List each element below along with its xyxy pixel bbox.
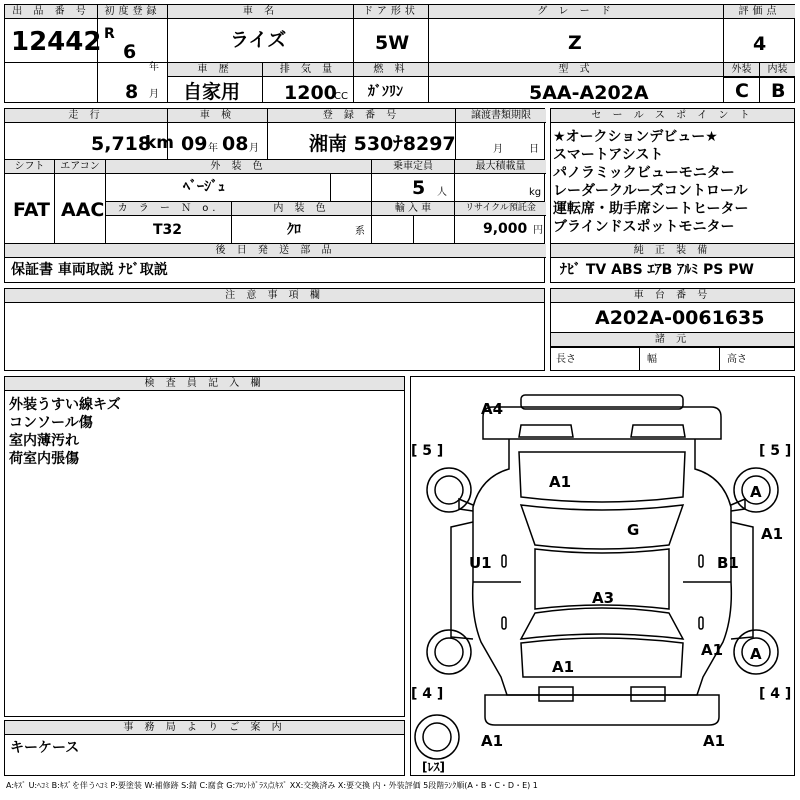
color-no: T32 [153, 222, 183, 238]
cc-unit: CC [334, 91, 348, 102]
car-diagram-svg [411, 377, 794, 775]
history: 自家用 [183, 81, 241, 103]
capacity: 5 [412, 177, 426, 199]
height-label: 高さ [727, 354, 747, 365]
recycle-fee: 9,000 [483, 221, 528, 237]
model: 5AA-A202A [529, 82, 649, 104]
sales-label: セ ー ル ス ポ イ ン ト [551, 109, 794, 123]
chassis-block [550, 288, 795, 371]
km-unit: km [145, 133, 175, 153]
capacity-label: 乗車定員 [372, 160, 454, 174]
shift: FAT [13, 199, 50, 221]
load-label: 最大積載量 [455, 160, 546, 174]
mark-a1-rear-left: A1 [481, 732, 504, 750]
reg-year: 6 [123, 41, 137, 63]
mark-a1-rear-right: A1 [703, 732, 726, 750]
insp-year-unit: 年 [208, 143, 218, 154]
mileage-label: 走 行 [5, 109, 167, 123]
inspector-line: コンソール傷 [9, 415, 93, 431]
front-bumper-shape [483, 407, 721, 439]
interior-label: 内装 [760, 63, 795, 77]
chassis-number: A202A-0061635 [595, 307, 765, 329]
name-label: 車 名 [168, 5, 353, 19]
later-parts-label: 後 日 発 送 部 品 [5, 244, 546, 258]
inspector-notes [9, 396, 121, 468]
grade-label: グ レ ー ド [429, 5, 723, 19]
model-label: 型 式 [429, 63, 723, 77]
shift-label: シフト [5, 160, 54, 174]
sales-point: スマートアシスト [553, 147, 664, 163]
mark-a1-rear-right-panel: A1 [701, 641, 724, 659]
mileage: 5,718 [91, 133, 152, 155]
grade: Z [568, 32, 582, 54]
insp-month-unit: 月 [249, 143, 259, 154]
body-outline-shape [473, 439, 732, 695]
spare-status: [ﾚｽ] [422, 760, 445, 774]
door-type: 5W [375, 32, 410, 54]
width-label: 幅 [647, 354, 657, 365]
era: R [104, 26, 115, 42]
sales-point: パノラミックビューモニター [553, 165, 735, 181]
inspector-line: 室内薄汚れ [9, 433, 79, 449]
interior-grade: B [771, 80, 786, 102]
mark-a-front-wheel: A [750, 483, 762, 501]
mark-u1-left: U1 [469, 554, 492, 572]
mark-b1-right: B1 [717, 554, 739, 572]
exterior-grade: C [735, 80, 749, 102]
plate-label: 登 録 番 号 [268, 109, 455, 123]
transfer-label: 譲渡書類期限 [456, 109, 546, 123]
rear-bumper-shape [485, 695, 719, 725]
wheel-front-left [427, 468, 471, 512]
first-reg-label: 初度登録 [98, 5, 167, 19]
ac-label: エアコン [55, 160, 105, 174]
hood-shape [519, 452, 685, 502]
tire-depth-tr: [ 5 ] [759, 443, 792, 459]
recycle-label: リサイクル預託金 [455, 202, 546, 216]
recycle-unit: 円 [533, 225, 543, 236]
lot-label: 出 品 番 号 [5, 5, 97, 19]
body-color: ﾍﾞｰｼﾞｭ [183, 179, 225, 195]
fuel: ｶﾞｿﾘﾝ [368, 84, 403, 100]
legend: A:ｷｽﾞ U:ﾍｺﾐ B:ｷｽﾞを伴うﾍｺﾐ P:要塗装 W:補修跡 S:錆 C:腐食 G:ﾌﾛﾝﾄｶﾞﾗｽ点ｷｽﾞ XX:交換済み X:要交換 内・外装評価 5段階ﾗﾝｸ順(A・B・C・D・E) 1 [6, 781, 538, 790]
inspector-line: 外装うすい線キズ [9, 397, 121, 413]
office-block [4, 720, 405, 776]
trunk-shape [521, 638, 683, 677]
door-label: ドア形状 [354, 5, 428, 19]
month-unit: 月 [149, 89, 159, 100]
sales-point: 運転席・助手席シートヒーター [553, 201, 749, 217]
score-label: 評価点 [724, 5, 795, 19]
transfer-month-unit: 月 [493, 144, 503, 155]
equipment-label: 純 正 装 備 [551, 244, 794, 258]
inspector-label: 検 査 員 記 入 欄 [5, 377, 404, 391]
spare-wheel [415, 715, 459, 759]
mark-a-rear-wheel: A [750, 645, 762, 663]
year-unit: 年 [149, 62, 159, 73]
sales-block [550, 108, 795, 283]
windshield-shape [521, 505, 683, 549]
sales-point: ブラインドスポットモニター [553, 219, 735, 235]
chassis-label: 車 台 番 号 [551, 289, 794, 303]
mark-a1-hood: A1 [549, 473, 572, 491]
int-color: ｸﾛ [287, 222, 301, 238]
length-label: 長さ [556, 354, 576, 365]
notes-label: 注 意 事 項 欄 [5, 289, 544, 303]
tire-depth-bl: [ 4 ] [411, 686, 444, 702]
equipment: ﾅﾋﾞ TV ABS ｴｱB ｱﾙﾐ PS PW [560, 262, 754, 278]
import-label: 輸 入 車 [372, 202, 454, 216]
left-side-shape [451, 522, 473, 639]
mark-a4: A4 [481, 400, 504, 418]
notes-block [4, 288, 545, 371]
header-block [4, 4, 795, 103]
color-label: 外 装 色 [106, 160, 371, 174]
load-unit: kg [529, 187, 542, 198]
score: 4 [753, 33, 767, 55]
rear-glass-shape [521, 608, 683, 639]
int-color-unit: 系 [355, 226, 365, 237]
tire-depth-br: [ 4 ] [759, 686, 792, 702]
sales-point: レーダークルーズコントロール [553, 183, 748, 199]
fuel-label: 燃 料 [354, 63, 428, 77]
mark-a1-right-side: A1 [761, 525, 784, 543]
lot-number: 12442 [11, 27, 102, 57]
ac: AAC [61, 199, 105, 221]
color-no-label: カ ラ ー Ｎ o. [106, 202, 231, 216]
inspection-label: 車 検 [168, 109, 267, 123]
insp-year: 09 [181, 133, 208, 155]
int-color-label: 内 装 色 [232, 202, 371, 216]
plate-number: 湘南 530ﾅ8297 [309, 133, 456, 155]
mark-g-glass: G [627, 521, 640, 539]
wheel-rear-left [427, 630, 471, 674]
car-diagram [410, 376, 795, 776]
sales-point: ★オークションデビュー★ [553, 129, 718, 145]
office-label: 事 務 局 よ り ご 案 内 [5, 721, 404, 735]
info-block [4, 108, 545, 283]
inspector-line: 荷室内張傷 [9, 451, 79, 467]
exterior-label: 外装 [724, 63, 759, 77]
office-text: キーケース [10, 740, 80, 756]
spec-label: 諸 元 [551, 333, 794, 347]
right-side-shape [731, 522, 753, 639]
capacity-unit: 人 [437, 187, 447, 198]
mark-a3-roof: A3 [592, 589, 615, 607]
sales-points-list [553, 128, 748, 236]
later-parts: 保証書 車両取説 ﾅﾋﾞ取説 [11, 262, 168, 278]
inspector-block [4, 376, 405, 717]
reg-month: 8 [125, 81, 139, 103]
insp-month: 08 [222, 133, 249, 155]
displacement-label: 排 気 量 [263, 63, 353, 77]
car-name: ライズ [230, 29, 287, 51]
tire-depth-tl: [ 5 ] [411, 443, 444, 459]
history-label: 車 歴 [168, 63, 262, 77]
mark-a1-rear: A1 [552, 658, 575, 676]
displacement: 1200 [284, 82, 337, 104]
transfer-day-unit: 日 [529, 144, 539, 155]
